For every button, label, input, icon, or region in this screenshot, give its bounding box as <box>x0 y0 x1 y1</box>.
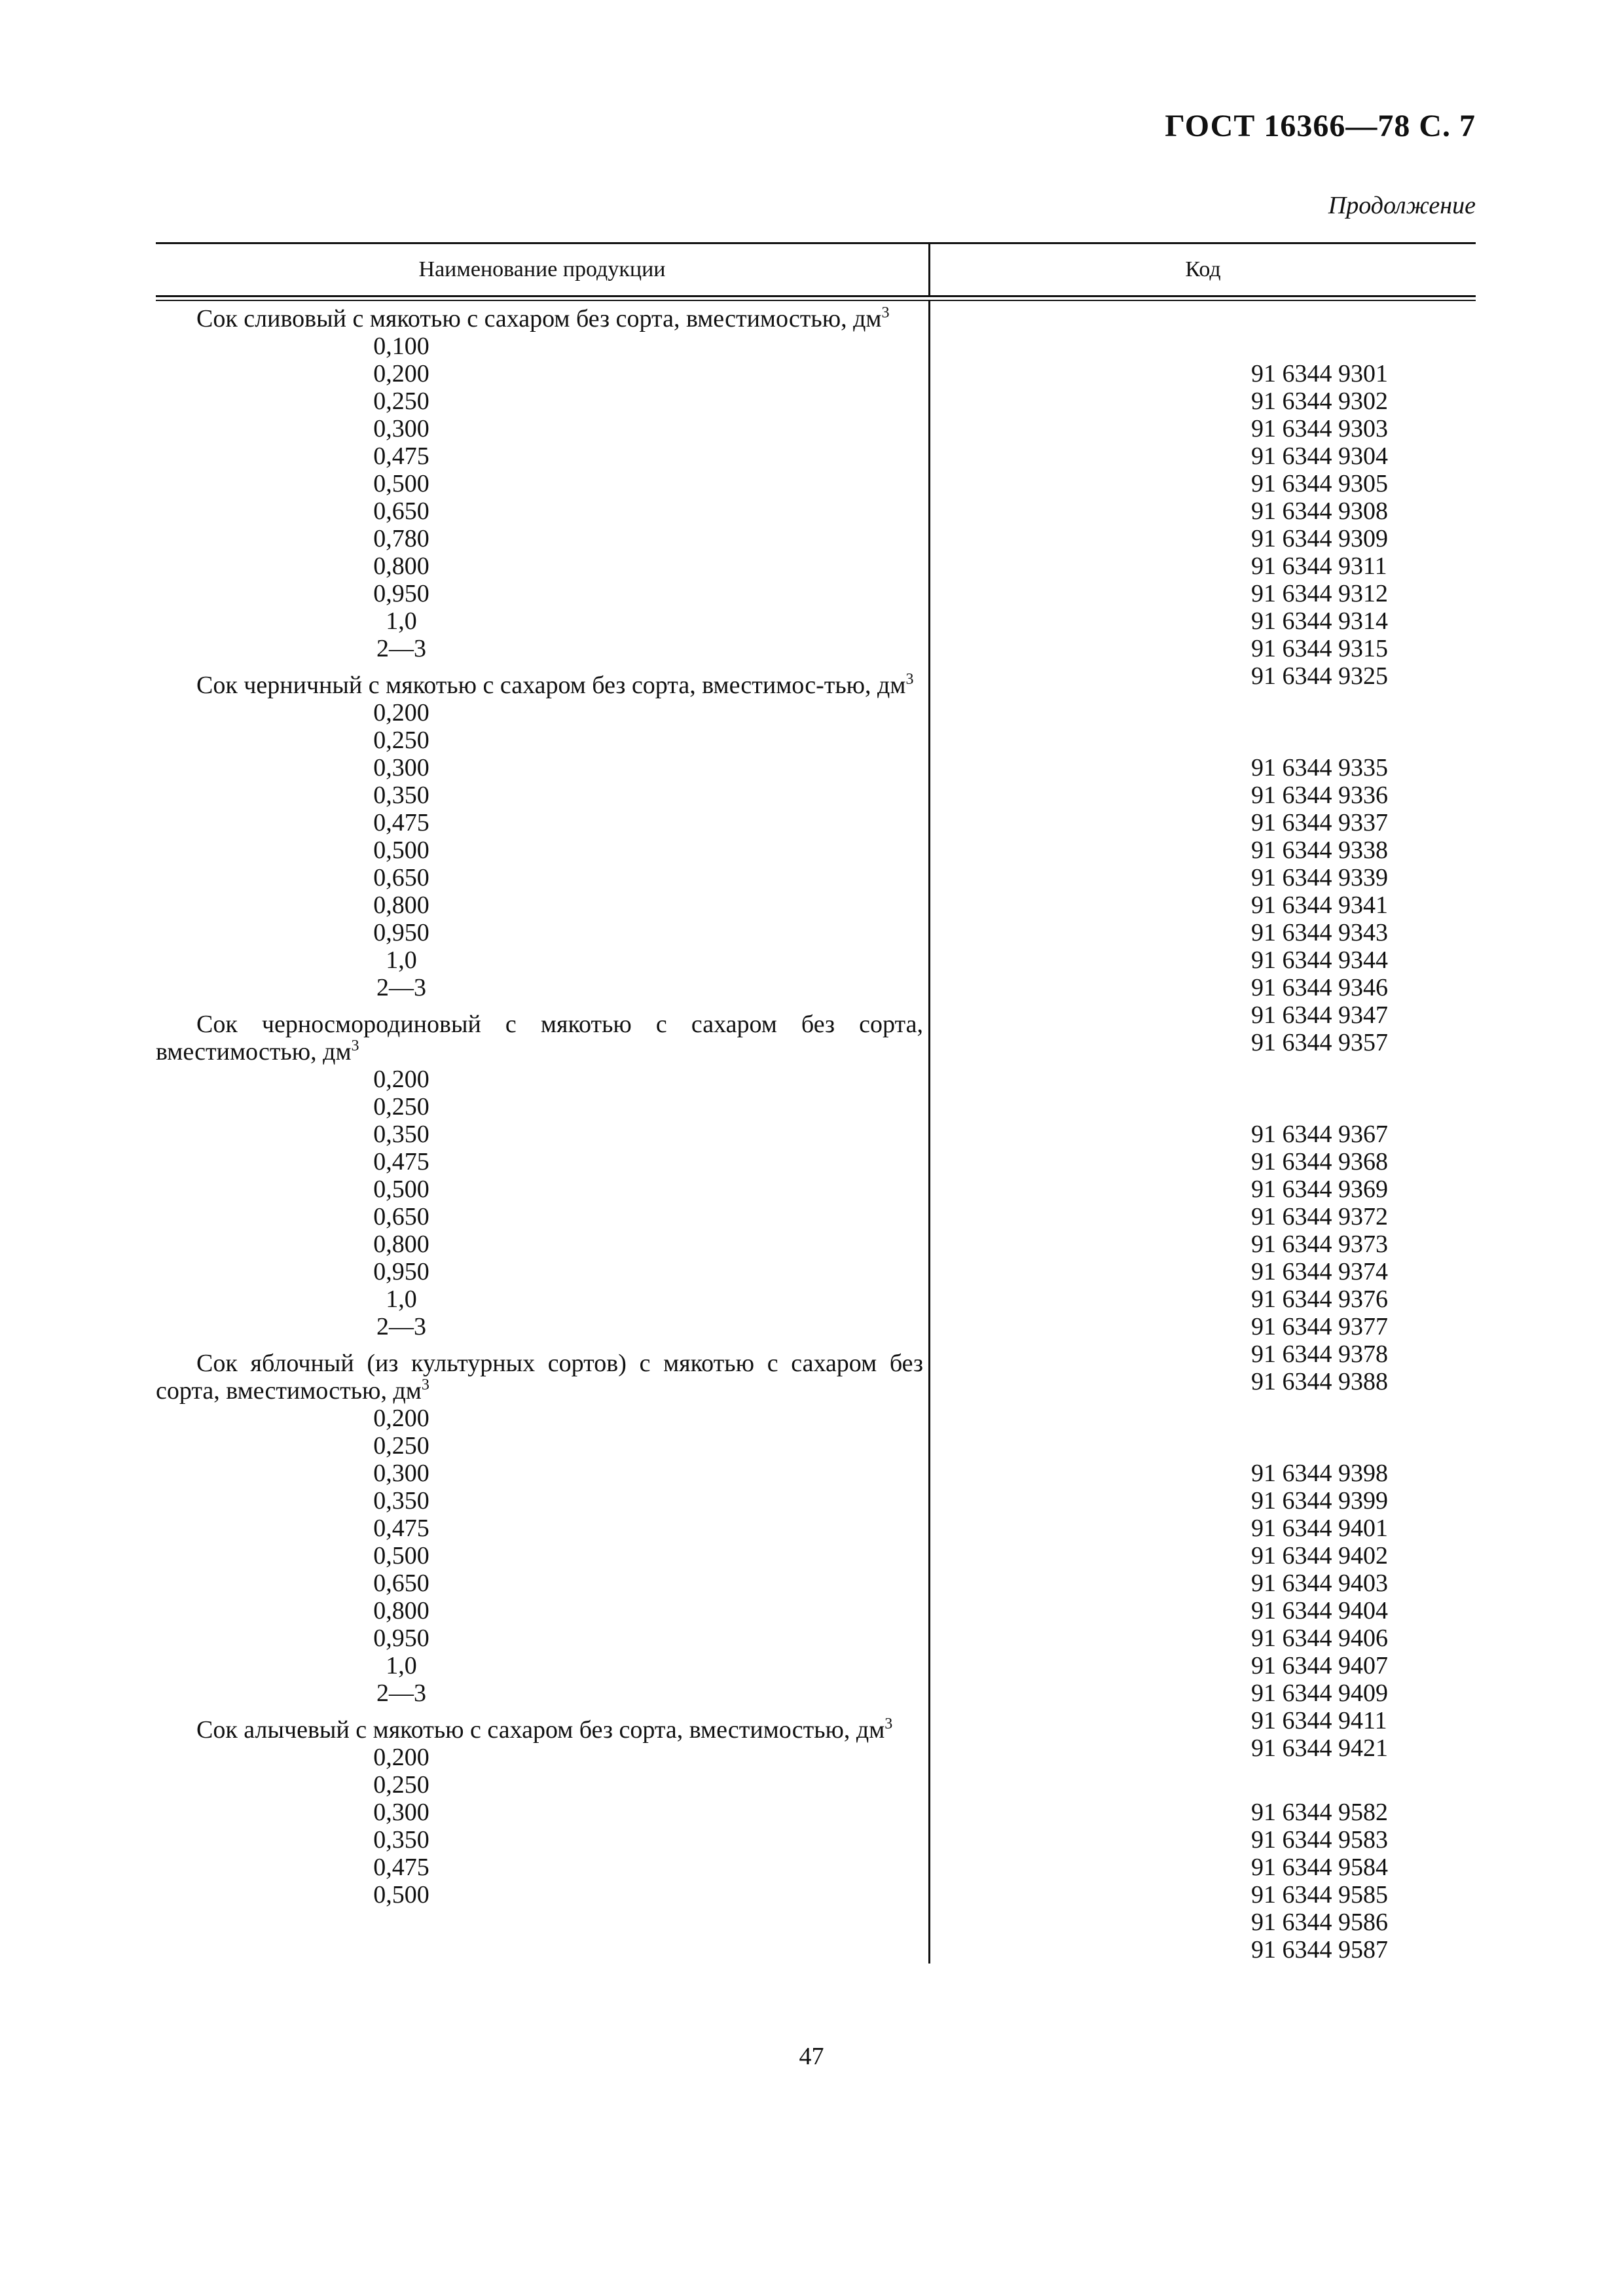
volume-cell: 0,800 <box>373 891 429 919</box>
code-cell: 91 6344 9367 <box>1251 1121 1388 1148</box>
code-column <box>930 301 1476 1964</box>
product-description <box>156 1716 928 1744</box>
product-description-text: Сок черничный с мякотью с сахаром без сорта, вместимос-тью, дм <box>196 672 906 699</box>
unit-superscript: 3 <box>905 671 914 688</box>
code-cell: 91 6344 9325 <box>1251 662 1388 690</box>
code-cell: 91 6344 9341 <box>1251 891 1388 919</box>
volume-cell: 1,0 <box>386 607 417 635</box>
volume-cell: 0,950 <box>373 1258 429 1285</box>
group-gap <box>930 690 1476 699</box>
name-column <box>156 301 930 1964</box>
code-cell: 91 6344 9315 <box>1251 635 1388 662</box>
volume-cell: 0,300 <box>373 1460 429 1487</box>
volume-cell: 0,800 <box>373 1230 429 1258</box>
code-cell: 91 6344 9585 <box>1251 1881 1388 1909</box>
code-cell: 91 6344 9311 <box>1251 552 1387 580</box>
group-gap <box>156 1340 928 1350</box>
code-cell: 91 6344 9586 <box>1251 1909 1388 1936</box>
volume-cell: 0,250 <box>373 1771 429 1799</box>
volume-cell: 0,200 <box>373 1744 429 1771</box>
code-cell: 91 6344 9357 <box>1251 1029 1388 1056</box>
volume-cell: 0,950 <box>373 580 429 607</box>
column-header-code: Код <box>1185 257 1221 281</box>
code-cell: 91 6344 9406 <box>1251 1624 1388 1652</box>
code-spacer <box>930 699 1476 754</box>
code-cell: 91 6344 9373 <box>1251 1230 1388 1258</box>
volume-cell: 0,650 <box>373 864 429 891</box>
group-gap <box>930 1395 1476 1405</box>
volume-cell: 0,200 <box>373 699 429 726</box>
volume-cell: 0,650 <box>373 1570 429 1597</box>
volume-cell: 1,0 <box>386 1285 417 1313</box>
volume-cell: 1,0 <box>386 1652 417 1679</box>
volume-cell: 0,475 <box>373 1854 429 1881</box>
code-cell: 91 6344 9376 <box>1251 1285 1388 1313</box>
code-cell: 91 6344 9301 <box>1251 360 1388 387</box>
code-cell: 91 6344 9302 <box>1251 387 1388 415</box>
group-gap <box>930 1056 1476 1066</box>
code-cell: 91 6344 9404 <box>1251 1597 1388 1624</box>
code-cell: 91 6344 9421 <box>1251 1734 1388 1762</box>
code-cell: 91 6344 9304 <box>1251 442 1388 470</box>
volume-cell: 0,650 <box>373 497 429 525</box>
page-number: 47 <box>799 2043 824 2070</box>
code-cell: 91 6344 9401 <box>1251 1515 1388 1542</box>
volume-cell: 0,250 <box>373 1432 429 1460</box>
volume-cell: 0,500 <box>373 836 429 864</box>
code-spacer <box>930 1405 1476 1460</box>
code-cell: 91 6344 9372 <box>1251 1203 1388 1230</box>
code-cell: 91 6344 9407 <box>1251 1652 1388 1679</box>
code-spacer <box>930 1771 1476 1799</box>
code-cell: 91 6344 9374 <box>1251 1258 1388 1285</box>
code-cell: 91 6344 9587 <box>1251 1936 1388 1964</box>
volume-cell: 0,300 <box>373 754 429 781</box>
code-cell: 91 6344 9403 <box>1251 1570 1388 1597</box>
code-cell: 91 6344 9339 <box>1251 864 1388 891</box>
code-cell: 91 6344 9344 <box>1251 946 1388 974</box>
volume-cell: 2—3 <box>376 974 426 1001</box>
volume-cell: 0,650 <box>373 1203 429 1230</box>
code-cell: 91 6344 9368 <box>1251 1148 1388 1175</box>
product-description-text: Сок алычевый с мякотью с сахаром без сорта, вместимостью, дм <box>196 1716 885 1744</box>
volume-cell: 0,500 <box>373 1175 429 1203</box>
volume-cell: 0,100 <box>373 332 429 360</box>
header-double-rule <box>156 295 1476 301</box>
column-header-name: Наименование продукции <box>156 244 930 295</box>
code-cell: 91 6344 9347 <box>1251 1001 1388 1029</box>
volume-cell: 0,500 <box>373 470 429 497</box>
code-cell: 91 6344 9338 <box>1251 836 1388 864</box>
code-cell: 91 6344 9411 <box>1251 1707 1387 1734</box>
volume-cell: 0,800 <box>373 552 429 580</box>
product-description <box>156 1011 928 1066</box>
volume-cell: 0,475 <box>373 1148 429 1175</box>
volume-cell: 2—3 <box>376 635 426 662</box>
code-cell: 91 6344 9409 <box>1251 1679 1388 1707</box>
product-description-text: Сок черносмородиновый с мякотью с сахаром без сорта, вместимостью, дм <box>156 1011 923 1066</box>
product-code-table <box>156 242 1476 1964</box>
unit-superscript: 3 <box>884 1715 893 1732</box>
volume-cell: 0,500 <box>373 1542 429 1570</box>
volume-cell: 2—3 <box>376 1313 426 1340</box>
code-cell: 91 6344 9583 <box>1251 1826 1388 1854</box>
volume-cell: 0,350 <box>373 1487 429 1515</box>
code-cell: 91 6344 9402 <box>1251 1542 1388 1570</box>
product-description <box>156 305 928 332</box>
volume-cell: 1,0 <box>386 946 417 974</box>
volume-cell: 0,250 <box>373 1093 429 1121</box>
code-cell: 91 6344 9346 <box>1251 974 1388 1001</box>
table-header <box>156 244 1476 295</box>
code-cell: 91 6344 9312 <box>1251 580 1388 607</box>
volume-cell: 0,300 <box>373 1799 429 1826</box>
code-cell: 91 6344 9388 <box>1251 1368 1388 1395</box>
code-cell: 91 6344 9308 <box>1251 497 1388 525</box>
volume-cell: 0,350 <box>373 781 429 809</box>
code-cell: 91 6344 9303 <box>1251 415 1388 442</box>
document-header: ГОСТ 16366—78 С. 7 <box>1165 109 1476 143</box>
code-cell: 91 6344 9398 <box>1251 1460 1388 1487</box>
volume-cell: 0,200 <box>373 1405 429 1432</box>
volume-cell: 0,800 <box>373 1597 429 1624</box>
unit-superscript: 3 <box>351 1037 359 1054</box>
code-cell: 91 6344 9369 <box>1251 1175 1388 1203</box>
volume-cell: 0,475 <box>373 442 429 470</box>
group-gap <box>156 662 928 672</box>
code-cell: 91 6344 9305 <box>1251 470 1388 497</box>
volume-cell: 0,200 <box>373 360 429 387</box>
group-gap <box>156 1001 928 1011</box>
code-cell: 91 6344 9399 <box>1251 1487 1388 1515</box>
volume-cell: 0,475 <box>373 1515 429 1542</box>
code-cell: 91 6344 9337 <box>1251 809 1388 836</box>
code-cell: 91 6344 9377 <box>1251 1313 1388 1340</box>
code-cell: 91 6344 9582 <box>1251 1799 1388 1826</box>
code-spacer <box>930 1066 1476 1121</box>
table-body <box>156 301 1476 1964</box>
volume-cell: 0,780 <box>373 525 429 552</box>
unit-superscript: 3 <box>881 304 890 321</box>
group-gap <box>156 1707 928 1716</box>
volume-cell: 0,250 <box>373 726 429 754</box>
product-description <box>156 672 928 699</box>
code-cell: 91 6344 9335 <box>1251 754 1388 781</box>
volume-cell: 0,200 <box>373 1066 429 1093</box>
continuation-label: Продолжение <box>1328 192 1476 219</box>
product-description-text: Сок яблочный (из культурных сортов) с мякотью с сахаром без сорта, вместимостью, дм <box>156 1350 923 1405</box>
volume-cell: 0,950 <box>373 1624 429 1652</box>
volume-cell: 0,350 <box>373 1121 429 1148</box>
volume-cell: 0,475 <box>373 809 429 836</box>
volume-cell: 0,500 <box>373 1881 429 1909</box>
code-cell: 91 6344 9309 <box>1251 525 1388 552</box>
product-description-text: Сок сливовый с мякотью с сахаром без сорта, вместимостью, дм <box>196 305 882 332</box>
volume-cell: 0,300 <box>373 415 429 442</box>
code-cell: 91 6344 9314 <box>1251 607 1388 635</box>
volume-cell: 2—3 <box>376 1679 426 1707</box>
code-cell: 91 6344 9378 <box>1251 1340 1388 1368</box>
code-cell: 91 6344 9584 <box>1251 1854 1388 1881</box>
volume-cell: 0,950 <box>373 919 429 946</box>
product-description <box>156 1350 928 1405</box>
volume-cell: 0,250 <box>373 387 429 415</box>
unit-superscript: 3 <box>421 1376 429 1393</box>
volume-cell: 0,350 <box>373 1826 429 1854</box>
code-cell: 91 6344 9343 <box>1251 919 1388 946</box>
group-gap <box>930 1762 1476 1771</box>
code-spacer <box>930 305 1476 360</box>
code-cell: 91 6344 9336 <box>1251 781 1388 809</box>
